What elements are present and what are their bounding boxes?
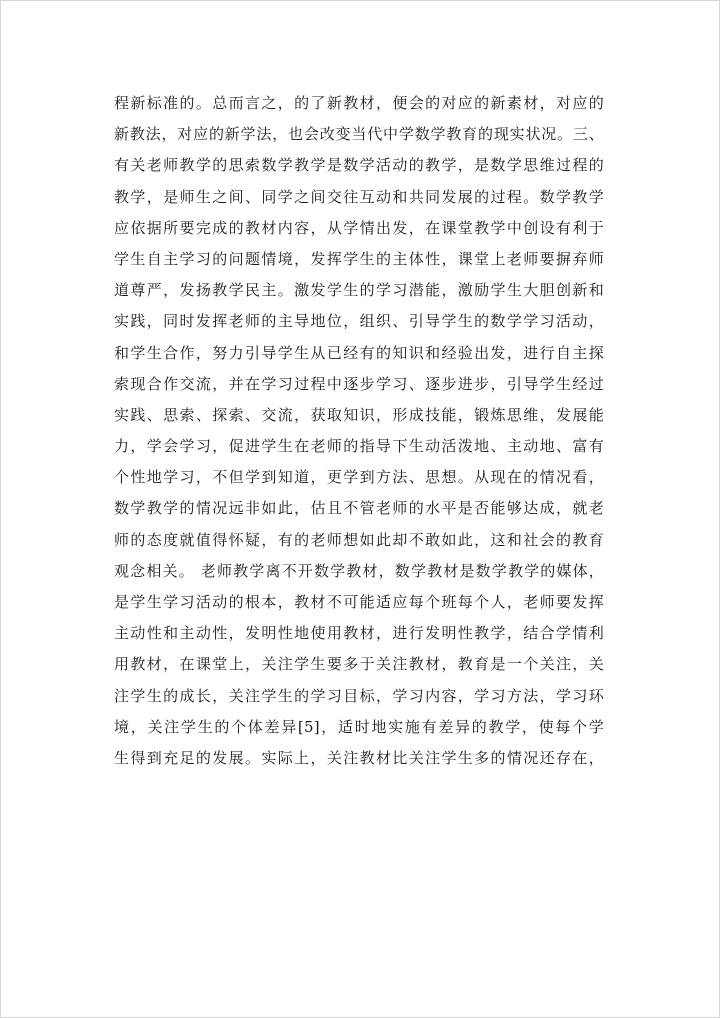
- text-line: 索现合作交流，并在学习过程中逐步学习、逐步进步，引导学生经过: [114, 374, 604, 393]
- text-line: 道尊严，发扬教学民主。激发学生的学习潜能，激励学生大胆创新和: [114, 281, 604, 300]
- text-line: 个性地学习，不但学到知道，更学到方法、思想。从现在的情况看，: [114, 468, 604, 487]
- text-line: 观念相关。 老师教学离不开数学教材，数学教材是数学教学的媒体，: [114, 561, 604, 580]
- text-line: 实践、思索、探索、交流，获取知识，形成技能，锻炼思维，发展能: [114, 405, 604, 424]
- text-line: 主动性和主动性，发明性地使用教材，进行发明性教学，结合学情利: [114, 624, 604, 643]
- text-line: 生得到充足的发展。实际上，关注教材比关注学生多的情况还存在，: [114, 748, 604, 767]
- text-line: 师的态度就值得怀疑，有的老师想如此却不敢如此，这和社会的教育: [114, 530, 604, 549]
- text-line: 程新标准的。总而言之，的了新教材，便会的对应的新素材，对应的: [114, 94, 604, 112]
- text-line: 和学生合作，努力引导学生从已经有的知识和经验出发，进行自主探: [114, 343, 604, 362]
- text-line: 用教材，在课堂上，关注学生要多于关注教材，教育是一个关注，关: [114, 655, 604, 674]
- text-line: 有关老师教学的思索数学教学是数学活动的教学，是数学思维过程的: [114, 156, 604, 175]
- text-line: 境，关注学生的个体差异[5]，适时地实施有差异的教学，使每个学: [114, 717, 604, 736]
- text-line: 教学，是师生之间、同学之间交往互动和共同发展的过程。数学教学: [114, 187, 604, 206]
- text-line: 力，学会学习，促进学生在老师的指导下生动活泼地、主动地、富有: [114, 437, 604, 456]
- text-line: 新教法，对应的新学法，也会改变当代中学数学教育的现实状况。三、: [114, 125, 604, 144]
- document-body: [114, 88, 604, 774]
- text-line: 实践，同时发挥老师的主导地位，组织、引导学生的数学学习活动，: [114, 312, 604, 331]
- text-line: 应依据所要完成的教材内容，从学情出发，在课堂教学中创设有利于: [114, 218, 604, 237]
- text-line: 学生自主学习的问题情境，发挥学生的主体性，课堂上老师要摒弃师: [114, 249, 604, 268]
- text-line: 是学生学习活动的根本，教材不可能适应每个班每个人，老师要发挥: [114, 593, 604, 611]
- text-line: 注学生的成长，关注学生的学习目标，学习内容，学习方法，学习环: [114, 686, 604, 705]
- text-line: 数学教学的情况远非如此，估且不管老师的水平是否能够达成，就老: [114, 499, 604, 518]
